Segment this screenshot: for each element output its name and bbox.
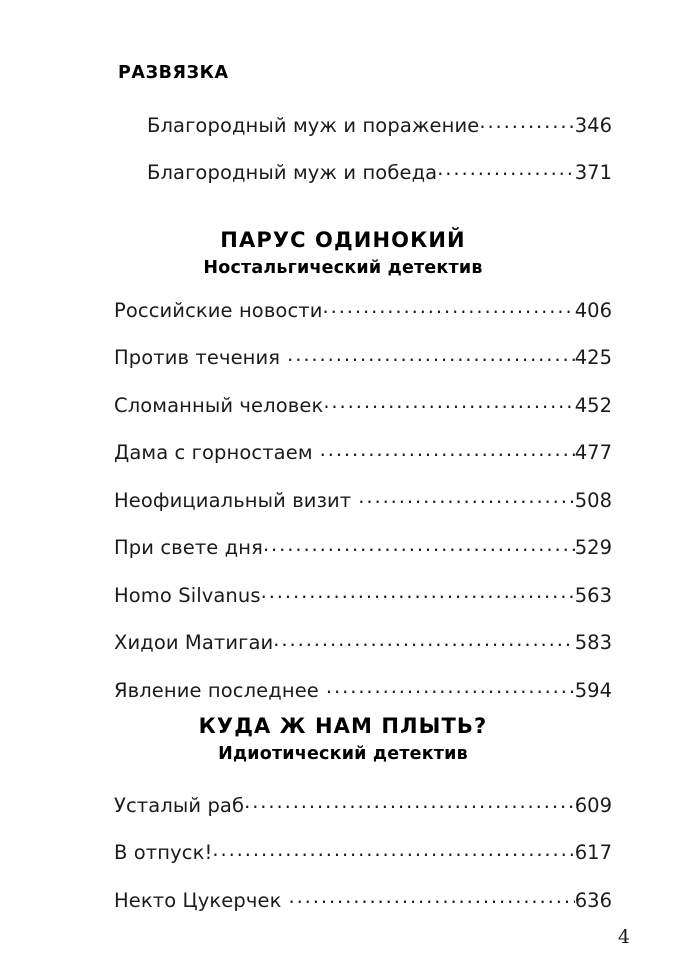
toc-entry[interactable] — [114, 440, 612, 463]
toc-entry-title: Сломанный человек — [114, 393, 324, 417]
dot-leader — [212, 840, 574, 860]
toc-entry[interactable] — [114, 887, 612, 910]
toc-entry-page: 636 — [574, 888, 612, 912]
toc-entry-title: Некто Цукерчек — [114, 888, 282, 912]
toc-entry[interactable] — [147, 112, 612, 135]
toc-entry-page: 425 — [574, 346, 612, 369]
section-heading-parus-odinokiy — [0, 228, 686, 278]
razvyazka-entry-list — [147, 112, 612, 182]
toc-entry[interactable] — [147, 159, 612, 182]
toc-entry-page: 563 — [574, 583, 612, 607]
toc-entry-page: 371 — [574, 160, 612, 184]
toc-entry-title: Homo Silvanus — [114, 583, 261, 607]
dot-leader — [320, 440, 575, 460]
toc-entry[interactable] — [114, 487, 612, 510]
toc-entry-title: Хидои Матигаи — [114, 631, 274, 654]
section-heading-kuda-zh-nam-plyt — [0, 714, 686, 764]
toc-entry-page: 617 — [574, 841, 612, 864]
section-subtitle: Ностальгический детектив — [203, 258, 483, 279]
dot-leader — [326, 677, 575, 697]
dot-leader — [323, 392, 574, 412]
toc-entry-title: Явление последнее — [114, 678, 319, 702]
dot-leader — [479, 112, 574, 132]
section-entry-list-kuda-zh-nam-plyt — [114, 792, 612, 910]
toc-entry-title: Дама с горностаем — [114, 441, 313, 464]
dot-leader — [273, 630, 574, 650]
razvyazka-heading: РАЗВЯЗКА — [118, 63, 229, 83]
toc-entry-title: Против течения — [114, 346, 281, 369]
dot-leader — [263, 535, 575, 555]
section-subtitle: Идиотический детектив — [218, 744, 468, 765]
dot-leader — [244, 792, 575, 812]
toc-entry[interactable] — [114, 840, 612, 863]
toc-entry[interactable] — [114, 535, 612, 558]
toc-entry-title: Благородный муж и победа — [147, 160, 438, 184]
toc-entry-page: 609 — [574, 793, 612, 817]
toc-entry-page: 594 — [574, 678, 612, 702]
toc-entry[interactable] — [114, 630, 612, 653]
dot-leader — [261, 582, 575, 602]
toc-entry-page: 477 — [574, 441, 612, 464]
toc-entry-page: 529 — [574, 536, 612, 559]
toc-entry-title: Неофициальный визит — [114, 488, 352, 512]
section-title: ПАРУС ОДИНОКИЙ — [220, 228, 466, 252]
toc-entry-title: Российские новости — [114, 298, 323, 322]
toc-entry-title: В отпуск! — [114, 841, 213, 864]
toc-entry[interactable] — [114, 792, 612, 815]
dot-leader — [358, 487, 574, 507]
toc-entry-title: При свете дня — [114, 536, 263, 559]
toc-entry-page: 346 — [574, 113, 612, 137]
toc-entry[interactable] — [114, 345, 612, 368]
section-title: КУДА Ж НАМ ПЛЫТЬ? — [198, 714, 488, 738]
toc-entry[interactable] — [114, 297, 612, 320]
toc-entry[interactable] — [114, 392, 612, 415]
toc-entry-title: Благородный муж и поражение — [147, 113, 480, 137]
page-number: 4 — [617, 926, 630, 948]
toc-entry[interactable] — [114, 582, 612, 605]
toc-entry-page: 583 — [574, 631, 612, 654]
toc-entry-page: 452 — [574, 393, 612, 417]
toc-entry-title: Усталый раб — [114, 793, 245, 817]
dot-leader — [287, 345, 575, 365]
toc-entry[interactable] — [114, 677, 612, 700]
dot-leader — [288, 887, 574, 907]
dot-leader — [437, 159, 575, 179]
toc-entry-page: 508 — [574, 488, 612, 512]
dot-leader — [323, 297, 575, 317]
section-entry-list-parus-odinokiy — [114, 297, 612, 700]
toc-entry-page: 406 — [574, 298, 612, 322]
